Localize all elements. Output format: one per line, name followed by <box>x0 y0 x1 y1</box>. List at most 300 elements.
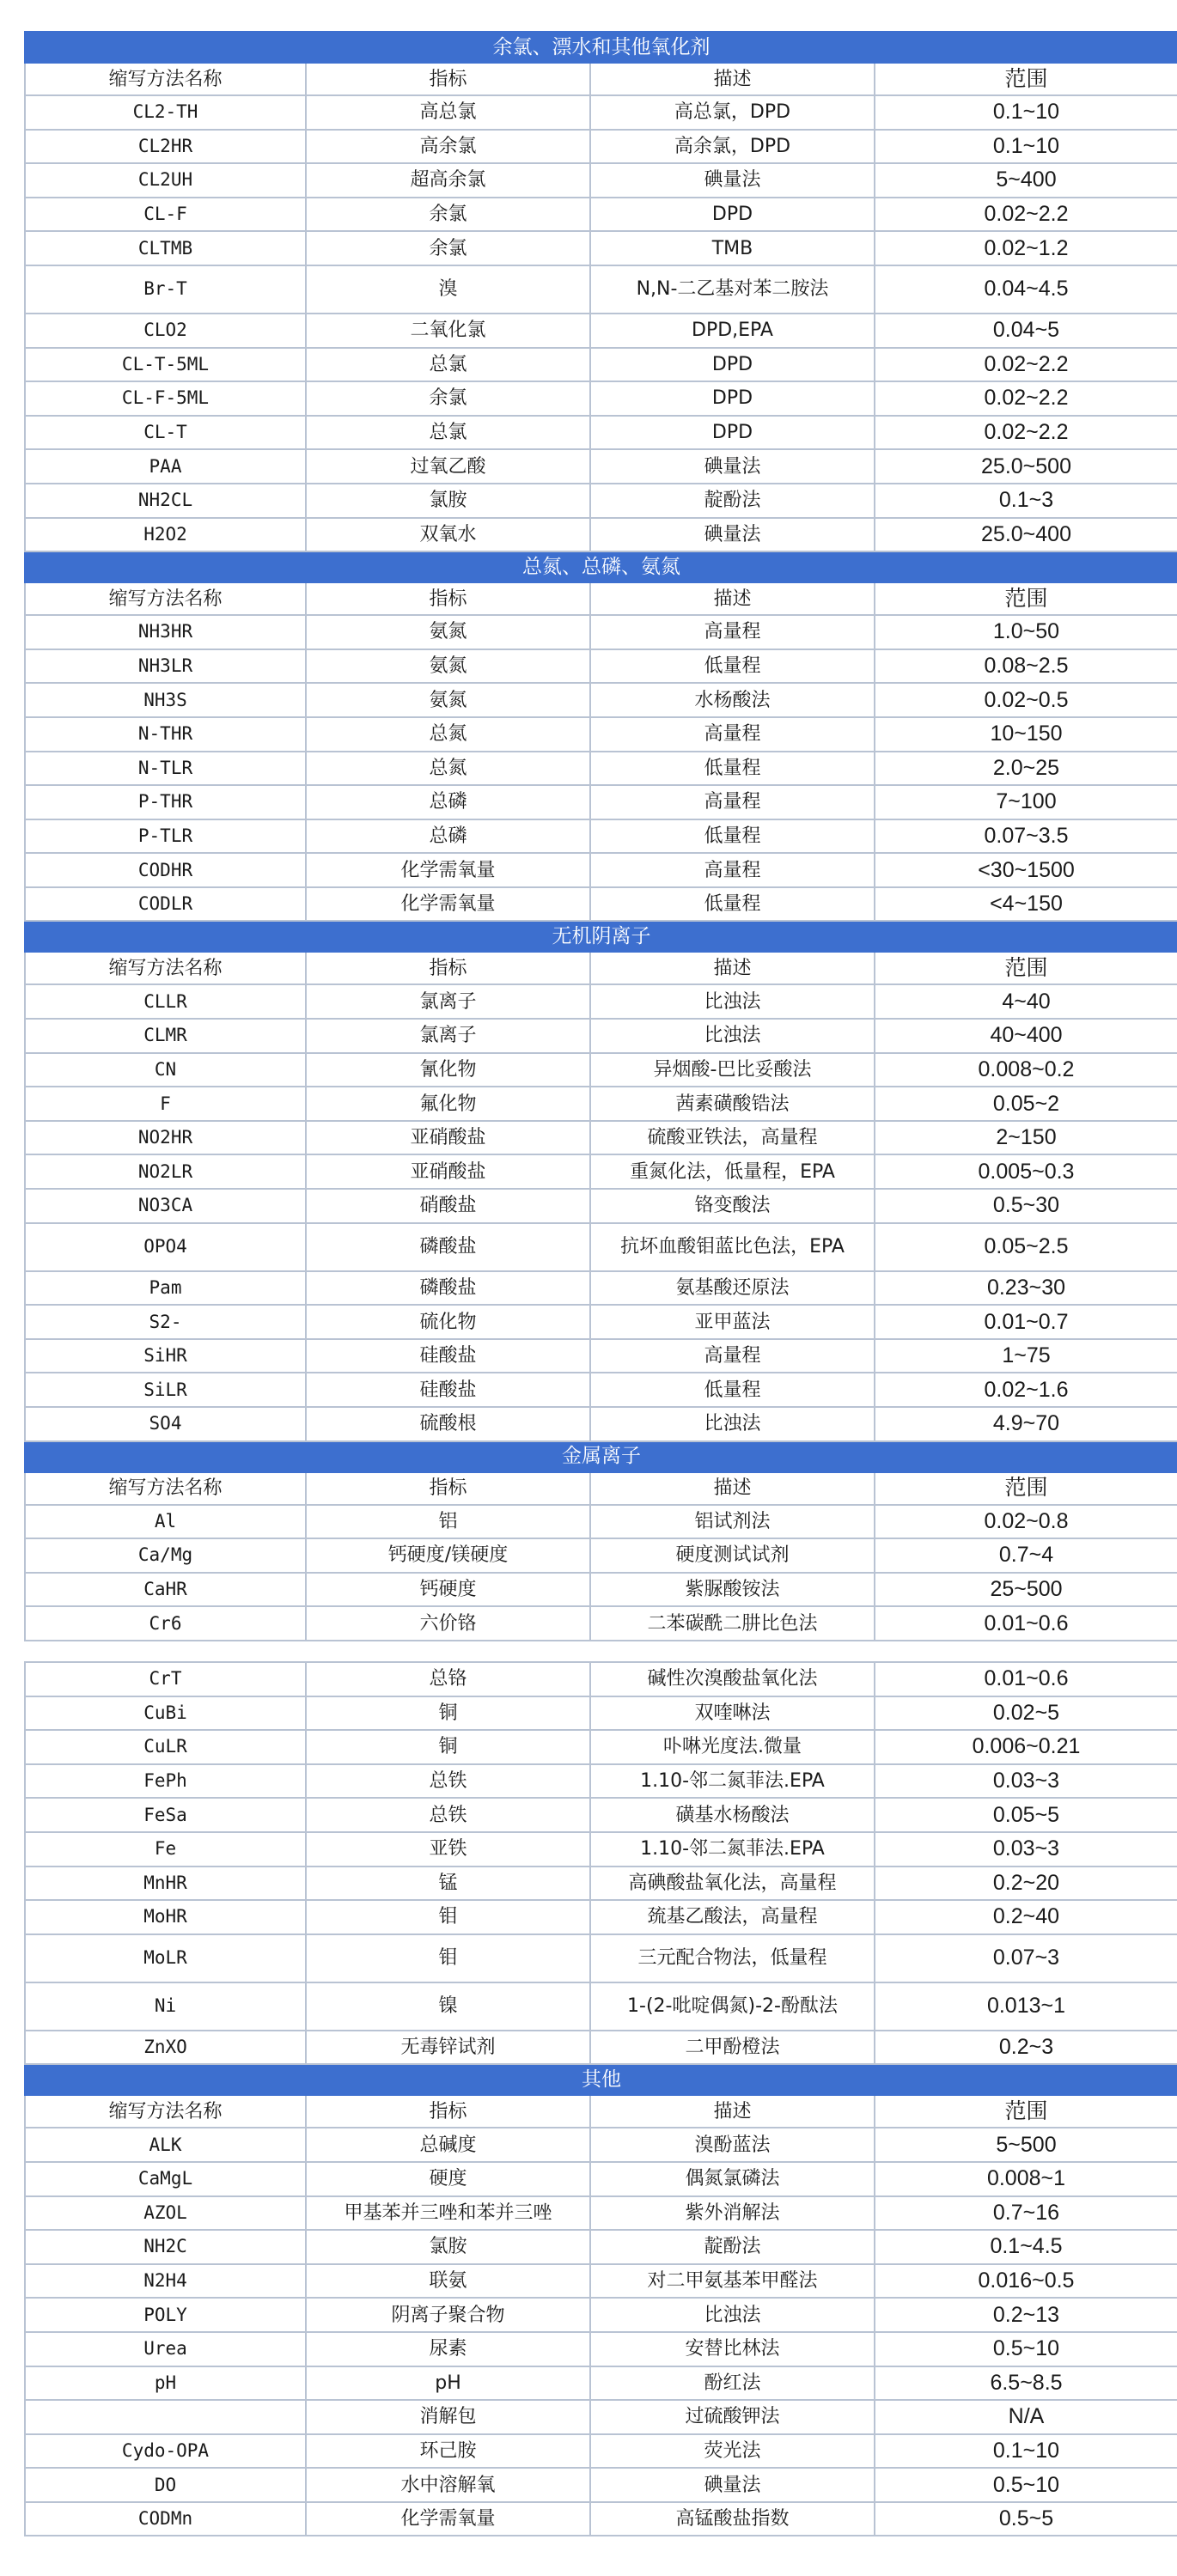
cell-abbr-name: N-TLR <box>25 752 306 786</box>
cell-abbr-name: NO3CA <box>25 1189 306 1223</box>
cell-abbr-name: NH3LR <box>25 649 306 684</box>
cell-description: 巯基乙酸法，高量程 <box>590 1900 875 1934</box>
cell-abbr-name: MnHR <box>25 1867 306 1901</box>
cell-indicator: 钙硬度/镁硬度 <box>306 1538 590 1573</box>
cell-abbr-name: NO2LR <box>25 1154 306 1189</box>
cell-range: 0.07~3.5 <box>875 819 1177 854</box>
cell-range: 0.04~5 <box>875 314 1177 348</box>
section-title-row <box>25 551 1177 582</box>
cell-description: 过硫酸钾法 <box>590 2400 875 2434</box>
cell-indicator: 二氧化氯 <box>306 314 590 348</box>
cell-abbr-name: pH <box>25 2366 306 2401</box>
header-indicator: 指标 <box>306 2095 590 2128</box>
methods-table-body <box>25 1662 1177 2536</box>
cell-range: 1~75 <box>875 1339 1177 1373</box>
cell-description: 异烟酸-巴比妥酸法 <box>590 1053 875 1087</box>
cell-indicator: 亚硝酸盐 <box>306 1121 590 1155</box>
cell-description: 比浊法 <box>590 984 875 1019</box>
table-row <box>25 1867 1177 1901</box>
cell-abbr-name: H2O2 <box>25 518 306 552</box>
cell-range: 0.02~5 <box>875 1696 1177 1731</box>
cell-description: DPD <box>590 416 875 450</box>
table-row <box>25 1223 1177 1271</box>
cell-abbr-name: CLTMB <box>25 231 306 265</box>
cell-range: 4.9~70 <box>875 1407 1177 1441</box>
table-row <box>25 615 1177 649</box>
cell-indicator: 总铬 <box>306 1662 590 1696</box>
table-row <box>25 1832 1177 1867</box>
cell-abbr-name: CLMR <box>25 1019 306 1053</box>
cell-range: 0.01~0.6 <box>875 1662 1177 1696</box>
cell-abbr-name: CuLR <box>25 1730 306 1764</box>
cell-abbr-name: AZOL <box>25 2196 306 2231</box>
table-row <box>25 683 1177 717</box>
cell-range: 0.02~0.8 <box>875 1505 1177 1539</box>
cell-abbr-name: Cydo-OPA <box>25 2434 306 2469</box>
cell-indicator: 氟化物 <box>306 1087 590 1121</box>
cell-abbr-name: Fe <box>25 1832 306 1867</box>
column-header-row <box>25 1472 1177 1505</box>
cell-range: 10~150 <box>875 717 1177 752</box>
cell-indicator: 硅酸盐 <box>306 1339 590 1373</box>
cell-range: 0.01~0.6 <box>875 1606 1177 1641</box>
cell-abbr-name: OPO4 <box>25 1223 306 1271</box>
cell-abbr-name: SiLR <box>25 1373 306 1407</box>
cell-range: 0.2~13 <box>875 2298 1177 2332</box>
table-row <box>25 853 1177 887</box>
cell-range: 0.05~5 <box>875 1798 1177 1832</box>
cell-indicator: 总氯 <box>306 416 590 450</box>
cell-description: 对二甲氨基苯甲醛法 <box>590 2264 875 2299</box>
column-header-row <box>25 582 1177 615</box>
cell-indicator: 化学需氧量 <box>306 887 590 922</box>
cell-range: 0.08~2.5 <box>875 649 1177 684</box>
cell-range: 0.016~0.5 <box>875 2264 1177 2299</box>
cell-abbr-name: F <box>25 1087 306 1121</box>
cell-range: 0.5~10 <box>875 2332 1177 2366</box>
table-row <box>25 2196 1177 2231</box>
table-row <box>25 163 1177 198</box>
methods-table-part-1 <box>24 31 1177 1641</box>
cell-range: <4~150 <box>875 887 1177 922</box>
cell-abbr-name: Ca/Mg <box>25 1538 306 1573</box>
cell-description: 卟啉光度法.微量 <box>590 1730 875 1764</box>
cell-indicator: 钼 <box>306 1900 590 1934</box>
cell-abbr-name: SiHR <box>25 1339 306 1373</box>
cell-range: 5~400 <box>875 163 1177 198</box>
table-row <box>25 198 1177 232</box>
cell-indicator: 亚硝酸盐 <box>306 1154 590 1189</box>
cell-description: 硫酸亚铁法，高量程 <box>590 1121 875 1155</box>
cell-indicator: 过氧乙酸 <box>306 449 590 484</box>
table-row <box>25 1087 1177 1121</box>
cell-abbr-name: ALK <box>25 2128 306 2162</box>
cell-description: 酚红法 <box>590 2366 875 2401</box>
cell-range: 0.7~4 <box>875 1538 1177 1573</box>
column-header-row <box>25 63 1177 95</box>
cell-description: 碘量法 <box>590 2468 875 2502</box>
cell-description: 碘量法 <box>590 518 875 552</box>
cell-range: <30~1500 <box>875 853 1177 887</box>
cell-indicator: 氨氮 <box>306 649 590 684</box>
cell-indicator: 硅酸盐 <box>306 1373 590 1407</box>
cell-indicator: 甲基苯并三唑和苯并三唑 <box>306 2196 590 2231</box>
cell-indicator: 氯胺 <box>306 484 590 518</box>
cell-indicator: pH <box>306 2366 590 2401</box>
cell-description: 磺基水杨酸法 <box>590 1798 875 1832</box>
cell-abbr-name: CL2-TH <box>25 95 306 130</box>
cell-indicator: 磷酸盐 <box>306 1223 590 1271</box>
header-indicator: 指标 <box>306 1472 590 1505</box>
cell-abbr-name: NH2CL <box>25 484 306 518</box>
table-row <box>25 1764 1177 1799</box>
cell-indicator: 钙硬度 <box>306 1573 590 1607</box>
table-row <box>25 1798 1177 1832</box>
cell-indicator: 铜 <box>306 1696 590 1731</box>
table-row <box>25 1339 1177 1373</box>
cell-abbr-name: P-THR <box>25 785 306 819</box>
table-row <box>25 2502 1177 2536</box>
cell-description: 硬度测试试剂 <box>590 1538 875 1573</box>
cell-indicator: 超高余氯 <box>306 163 590 198</box>
cell-abbr-name: Ni <box>25 1982 306 2031</box>
cell-description: 比浊法 <box>590 1407 875 1441</box>
table-row <box>25 649 1177 684</box>
cell-indicator: 阴离子聚合物 <box>306 2298 590 2332</box>
cell-description: 1.10-邻二氮菲法.EPA <box>590 1832 875 1867</box>
cell-indicator: 氯胺 <box>306 2230 590 2264</box>
header-range: 范围 <box>875 2095 1177 2128</box>
cell-range: 6.5~8.5 <box>875 2366 1177 2401</box>
header-description: 描述 <box>590 582 875 615</box>
cell-range: 0.008~0.2 <box>875 1053 1177 1087</box>
cell-description: 碘量法 <box>590 163 875 198</box>
table-row <box>25 1373 1177 1407</box>
table-row <box>25 1407 1177 1441</box>
table-row <box>25 2230 1177 2264</box>
cell-abbr-name: N-THR <box>25 717 306 752</box>
cell-indicator: 铜 <box>306 1730 590 1764</box>
cell-description: 高锰酸盐指数 <box>590 2502 875 2536</box>
cell-range: 0.02~2.2 <box>875 348 1177 382</box>
cell-abbr-name: CL-F <box>25 198 306 232</box>
cell-indicator: 总铁 <box>306 1798 590 1832</box>
header-abbr-name: 缩写方法名称 <box>25 63 306 95</box>
table-row <box>25 2400 1177 2434</box>
cell-range: 2~150 <box>875 1121 1177 1155</box>
cell-description: 高量程 <box>590 1339 875 1373</box>
cell-description: 比浊法 <box>590 1019 875 1053</box>
header-range: 范围 <box>875 952 1177 984</box>
cell-abbr-name: PAA <box>25 449 306 484</box>
cell-abbr-name: N2H4 <box>25 2264 306 2299</box>
cell-range: 0.5~10 <box>875 2468 1177 2502</box>
cell-range: 5~500 <box>875 2128 1177 2162</box>
cell-indicator: 总磷 <box>306 819 590 854</box>
header-description: 描述 <box>590 1472 875 1505</box>
cell-abbr-name: DO <box>25 2468 306 2502</box>
methods-table-body <box>25 32 1177 1641</box>
cell-description: 低量程 <box>590 649 875 684</box>
cell-abbr-name: MoHR <box>25 1900 306 1934</box>
table-row <box>25 1121 1177 1155</box>
table-row <box>25 2264 1177 2299</box>
cell-description: DPD <box>590 381 875 416</box>
cell-abbr-name: CL-F-5ML <box>25 381 306 416</box>
table-row <box>25 2468 1177 2502</box>
cell-description: 安替比林法 <box>590 2332 875 2366</box>
cell-abbr-name: CaMgL <box>25 2162 306 2196</box>
cell-indicator: 氨氮 <box>306 615 590 649</box>
cell-range: 0.1~3 <box>875 484 1177 518</box>
cell-indicator: 总碱度 <box>306 2128 590 2162</box>
cell-abbr-name: NH3HR <box>25 615 306 649</box>
cell-abbr-name: CrT <box>25 1662 306 1696</box>
cell-indicator: 双氧水 <box>306 518 590 552</box>
cell-range: 0.23~30 <box>875 1271 1177 1306</box>
cell-range: 0.1~10 <box>875 95 1177 130</box>
cell-description: 铝试剂法 <box>590 1505 875 1539</box>
table-row <box>25 752 1177 786</box>
cell-abbr-name: CODHR <box>25 853 306 887</box>
cell-abbr-name: NO2HR <box>25 1121 306 1155</box>
cell-description: DPD <box>590 198 875 232</box>
cell-abbr-name: Al <box>25 1505 306 1539</box>
table-row <box>25 2162 1177 2196</box>
cell-indicator: 总磷 <box>306 785 590 819</box>
cell-indicator: 余氯 <box>306 231 590 265</box>
table-row <box>25 314 1177 348</box>
section-title: 金属离子 <box>25 1441 1177 1472</box>
cell-abbr-name: ZnXO <box>25 2031 306 2065</box>
cell-description: 靛酚法 <box>590 484 875 518</box>
cell-description: 1.10-邻二氮菲法.EPA <box>590 1764 875 1799</box>
cell-indicator: 尿素 <box>306 2332 590 2366</box>
cell-range: 0.03~3 <box>875 1832 1177 1867</box>
table-row <box>25 984 1177 1019</box>
column-header-row <box>25 952 1177 984</box>
header-abbr-name: 缩写方法名称 <box>25 1472 306 1505</box>
section-title: 余氯、漂水和其他氧化剂 <box>25 32 1177 63</box>
cell-description: 紫脲酸铵法 <box>590 1573 875 1607</box>
table-row <box>25 819 1177 854</box>
cell-indicator: 铝 <box>306 1505 590 1539</box>
cell-description: 荧光法 <box>590 2434 875 2469</box>
cell-indicator: 亚铁 <box>306 1832 590 1867</box>
table-row <box>25 265 1177 314</box>
cell-range: 0.008~1 <box>875 2162 1177 2196</box>
cell-description: 高余氯，DPD <box>590 130 875 164</box>
section-title-row <box>25 1441 1177 1472</box>
cell-description: 二甲酚橙法 <box>590 2031 875 2065</box>
cell-abbr-name: Urea <box>25 2332 306 2366</box>
cell-abbr-name: SO4 <box>25 1407 306 1441</box>
cell-indicator: 高余氯 <box>306 130 590 164</box>
cell-indicator: 无毒锌试剂 <box>306 2031 590 2065</box>
cell-abbr-name: CLO2 <box>25 314 306 348</box>
cell-indicator: 联氨 <box>306 2264 590 2299</box>
table-row <box>25 518 1177 552</box>
table-row <box>25 1538 1177 1573</box>
table-row <box>25 1053 1177 1087</box>
cell-indicator: 硝酸盐 <box>306 1189 590 1223</box>
header-range: 范围 <box>875 582 1177 615</box>
cell-description: DPD,EPA <box>590 314 875 348</box>
cell-range: 0.02~0.5 <box>875 683 1177 717</box>
cell-indicator: 硬度 <box>306 2162 590 2196</box>
cell-range: 0.5~30 <box>875 1189 1177 1223</box>
table-row <box>25 1900 1177 1934</box>
cell-abbr-name: CL2HR <box>25 130 306 164</box>
cell-range: 0.02~2.2 <box>875 198 1177 232</box>
table-row <box>25 1696 1177 1731</box>
column-header-row <box>25 2095 1177 2128</box>
cell-abbr-name: CN <box>25 1053 306 1087</box>
section-title-row <box>25 32 1177 63</box>
table-row <box>25 1305 1177 1339</box>
cell-description: 高量程 <box>590 717 875 752</box>
table-row <box>25 1606 1177 1641</box>
cell-description: 碘量法 <box>590 449 875 484</box>
table-row <box>25 2366 1177 2401</box>
cell-range: 0.02~1.2 <box>875 231 1177 265</box>
cell-abbr-name <box>25 2400 306 2434</box>
table-row <box>25 449 1177 484</box>
cell-indicator: 镍 <box>306 1982 590 2031</box>
cell-description: 偶氮氯磷法 <box>590 2162 875 2196</box>
cell-abbr-name: Cr6 <box>25 1606 306 1641</box>
cell-description: 高碘酸盐氧化法，高量程 <box>590 1867 875 1901</box>
cell-range: 40~400 <box>875 1019 1177 1053</box>
table-row <box>25 1505 1177 1539</box>
cell-indicator: 硫化物 <box>306 1305 590 1339</box>
cell-description: 抗坏血酸钼蓝比色法，EPA <box>590 1223 875 1271</box>
cell-abbr-name: CL2UH <box>25 163 306 198</box>
cell-abbr-name: CODMn <box>25 2502 306 2536</box>
cell-range: 0.02~2.2 <box>875 381 1177 416</box>
cell-range: 0.7~16 <box>875 2196 1177 2231</box>
header-range: 范围 <box>875 1472 1177 1505</box>
section-title-row <box>25 921 1177 952</box>
cell-range: 0.005~0.3 <box>875 1154 1177 1189</box>
cell-description: 水杨酸法 <box>590 683 875 717</box>
cell-indicator: 氯离子 <box>306 984 590 1019</box>
cell-abbr-name: CLLR <box>25 984 306 1019</box>
table-row <box>25 887 1177 922</box>
table-row <box>25 1154 1177 1189</box>
header-abbr-name: 缩写方法名称 <box>25 2095 306 2128</box>
header-indicator: 指标 <box>306 582 590 615</box>
cell-description: N,N-二乙基对苯二胺法 <box>590 265 875 314</box>
cell-range: 0.2~3 <box>875 2031 1177 2065</box>
table-row <box>25 130 1177 164</box>
cell-description: 三元配合物法，低量程 <box>590 1934 875 1982</box>
cell-range: 4~40 <box>875 984 1177 1019</box>
table-row <box>25 95 1177 130</box>
table-row <box>25 1573 1177 1607</box>
section-title: 其他 <box>25 2064 1177 2095</box>
table-row <box>25 785 1177 819</box>
table-row <box>25 1934 1177 1982</box>
methods-table-part-2 <box>24 1661 1177 2536</box>
cell-range: 7~100 <box>875 785 1177 819</box>
cell-range: 0.2~40 <box>875 1900 1177 1934</box>
cell-description: 双喹啉法 <box>590 1696 875 1731</box>
cell-indicator: 锰 <box>306 1867 590 1901</box>
table-row <box>25 1271 1177 1306</box>
cell-description: 高总氯，DPD <box>590 95 875 130</box>
cell-range: 0.04~4.5 <box>875 265 1177 314</box>
table-row <box>25 717 1177 752</box>
cell-description: 高量程 <box>590 785 875 819</box>
cell-indicator: 高总氯 <box>306 95 590 130</box>
cell-abbr-name: NH2C <box>25 2230 306 2264</box>
cell-range: 0.02~1.6 <box>875 1373 1177 1407</box>
cell-indicator: 钼 <box>306 1934 590 1982</box>
cell-description: 茜素磺酸锆法 <box>590 1087 875 1121</box>
header-abbr-name: 缩写方法名称 <box>25 952 306 984</box>
cell-abbr-name: FePh <box>25 1764 306 1799</box>
cell-indicator: 总铁 <box>306 1764 590 1799</box>
cell-indicator: 环己胺 <box>306 2434 590 2469</box>
cell-indicator: 余氯 <box>306 381 590 416</box>
table-row <box>25 1019 1177 1053</box>
section-title: 无机阴离子 <box>25 921 1177 952</box>
cell-indicator: 六价铬 <box>306 1606 590 1641</box>
cell-range: 0.5~5 <box>875 2502 1177 2536</box>
cell-abbr-name: NH3S <box>25 683 306 717</box>
cell-abbr-name: CuBi <box>25 1696 306 1731</box>
table-row <box>25 2332 1177 2366</box>
cell-abbr-name: S2- <box>25 1305 306 1339</box>
cell-range: 0.03~3 <box>875 1764 1177 1799</box>
cell-indicator: 氯离子 <box>306 1019 590 1053</box>
cell-description: 低量程 <box>590 752 875 786</box>
table-row <box>25 381 1177 416</box>
cell-range: 0.05~2 <box>875 1087 1177 1121</box>
header-abbr-name: 缩写方法名称 <box>25 582 306 615</box>
table-row <box>25 2298 1177 2332</box>
header-range: 范围 <box>875 63 1177 95</box>
table-row <box>25 416 1177 450</box>
cell-range: 25.0~400 <box>875 518 1177 552</box>
cell-indicator: 总氮 <box>306 752 590 786</box>
table-row <box>25 1982 1177 2031</box>
header-description: 描述 <box>590 63 875 95</box>
cell-abbr-name: POLY <box>25 2298 306 2332</box>
cell-description: 铬变酸法 <box>590 1189 875 1223</box>
table-row <box>25 1662 1177 1696</box>
cell-indicator: 化学需氧量 <box>306 853 590 887</box>
cell-description: 1-(2-吡啶偶氮)-2-酚酞法 <box>590 1982 875 2031</box>
header-description: 描述 <box>590 952 875 984</box>
cell-description: 靛酚法 <box>590 2230 875 2264</box>
section-title: 总氮、总磷、氨氮 <box>25 551 1177 582</box>
table-row <box>25 484 1177 518</box>
cell-description: TMB <box>590 231 875 265</box>
cell-indicator: 总氮 <box>306 717 590 752</box>
cell-description: 氨基酸还原法 <box>590 1271 875 1306</box>
cell-abbr-name: Br-T <box>25 265 306 314</box>
header-indicator: 指标 <box>306 63 590 95</box>
cell-indicator: 余氯 <box>306 198 590 232</box>
cell-range: 1.0~50 <box>875 615 1177 649</box>
cell-description: 紫外消解法 <box>590 2196 875 2231</box>
section-title-row <box>25 2064 1177 2095</box>
cell-abbr-name: MoLR <box>25 1934 306 1982</box>
cell-description: 高量程 <box>590 853 875 887</box>
cell-range: 0.1~10 <box>875 130 1177 164</box>
